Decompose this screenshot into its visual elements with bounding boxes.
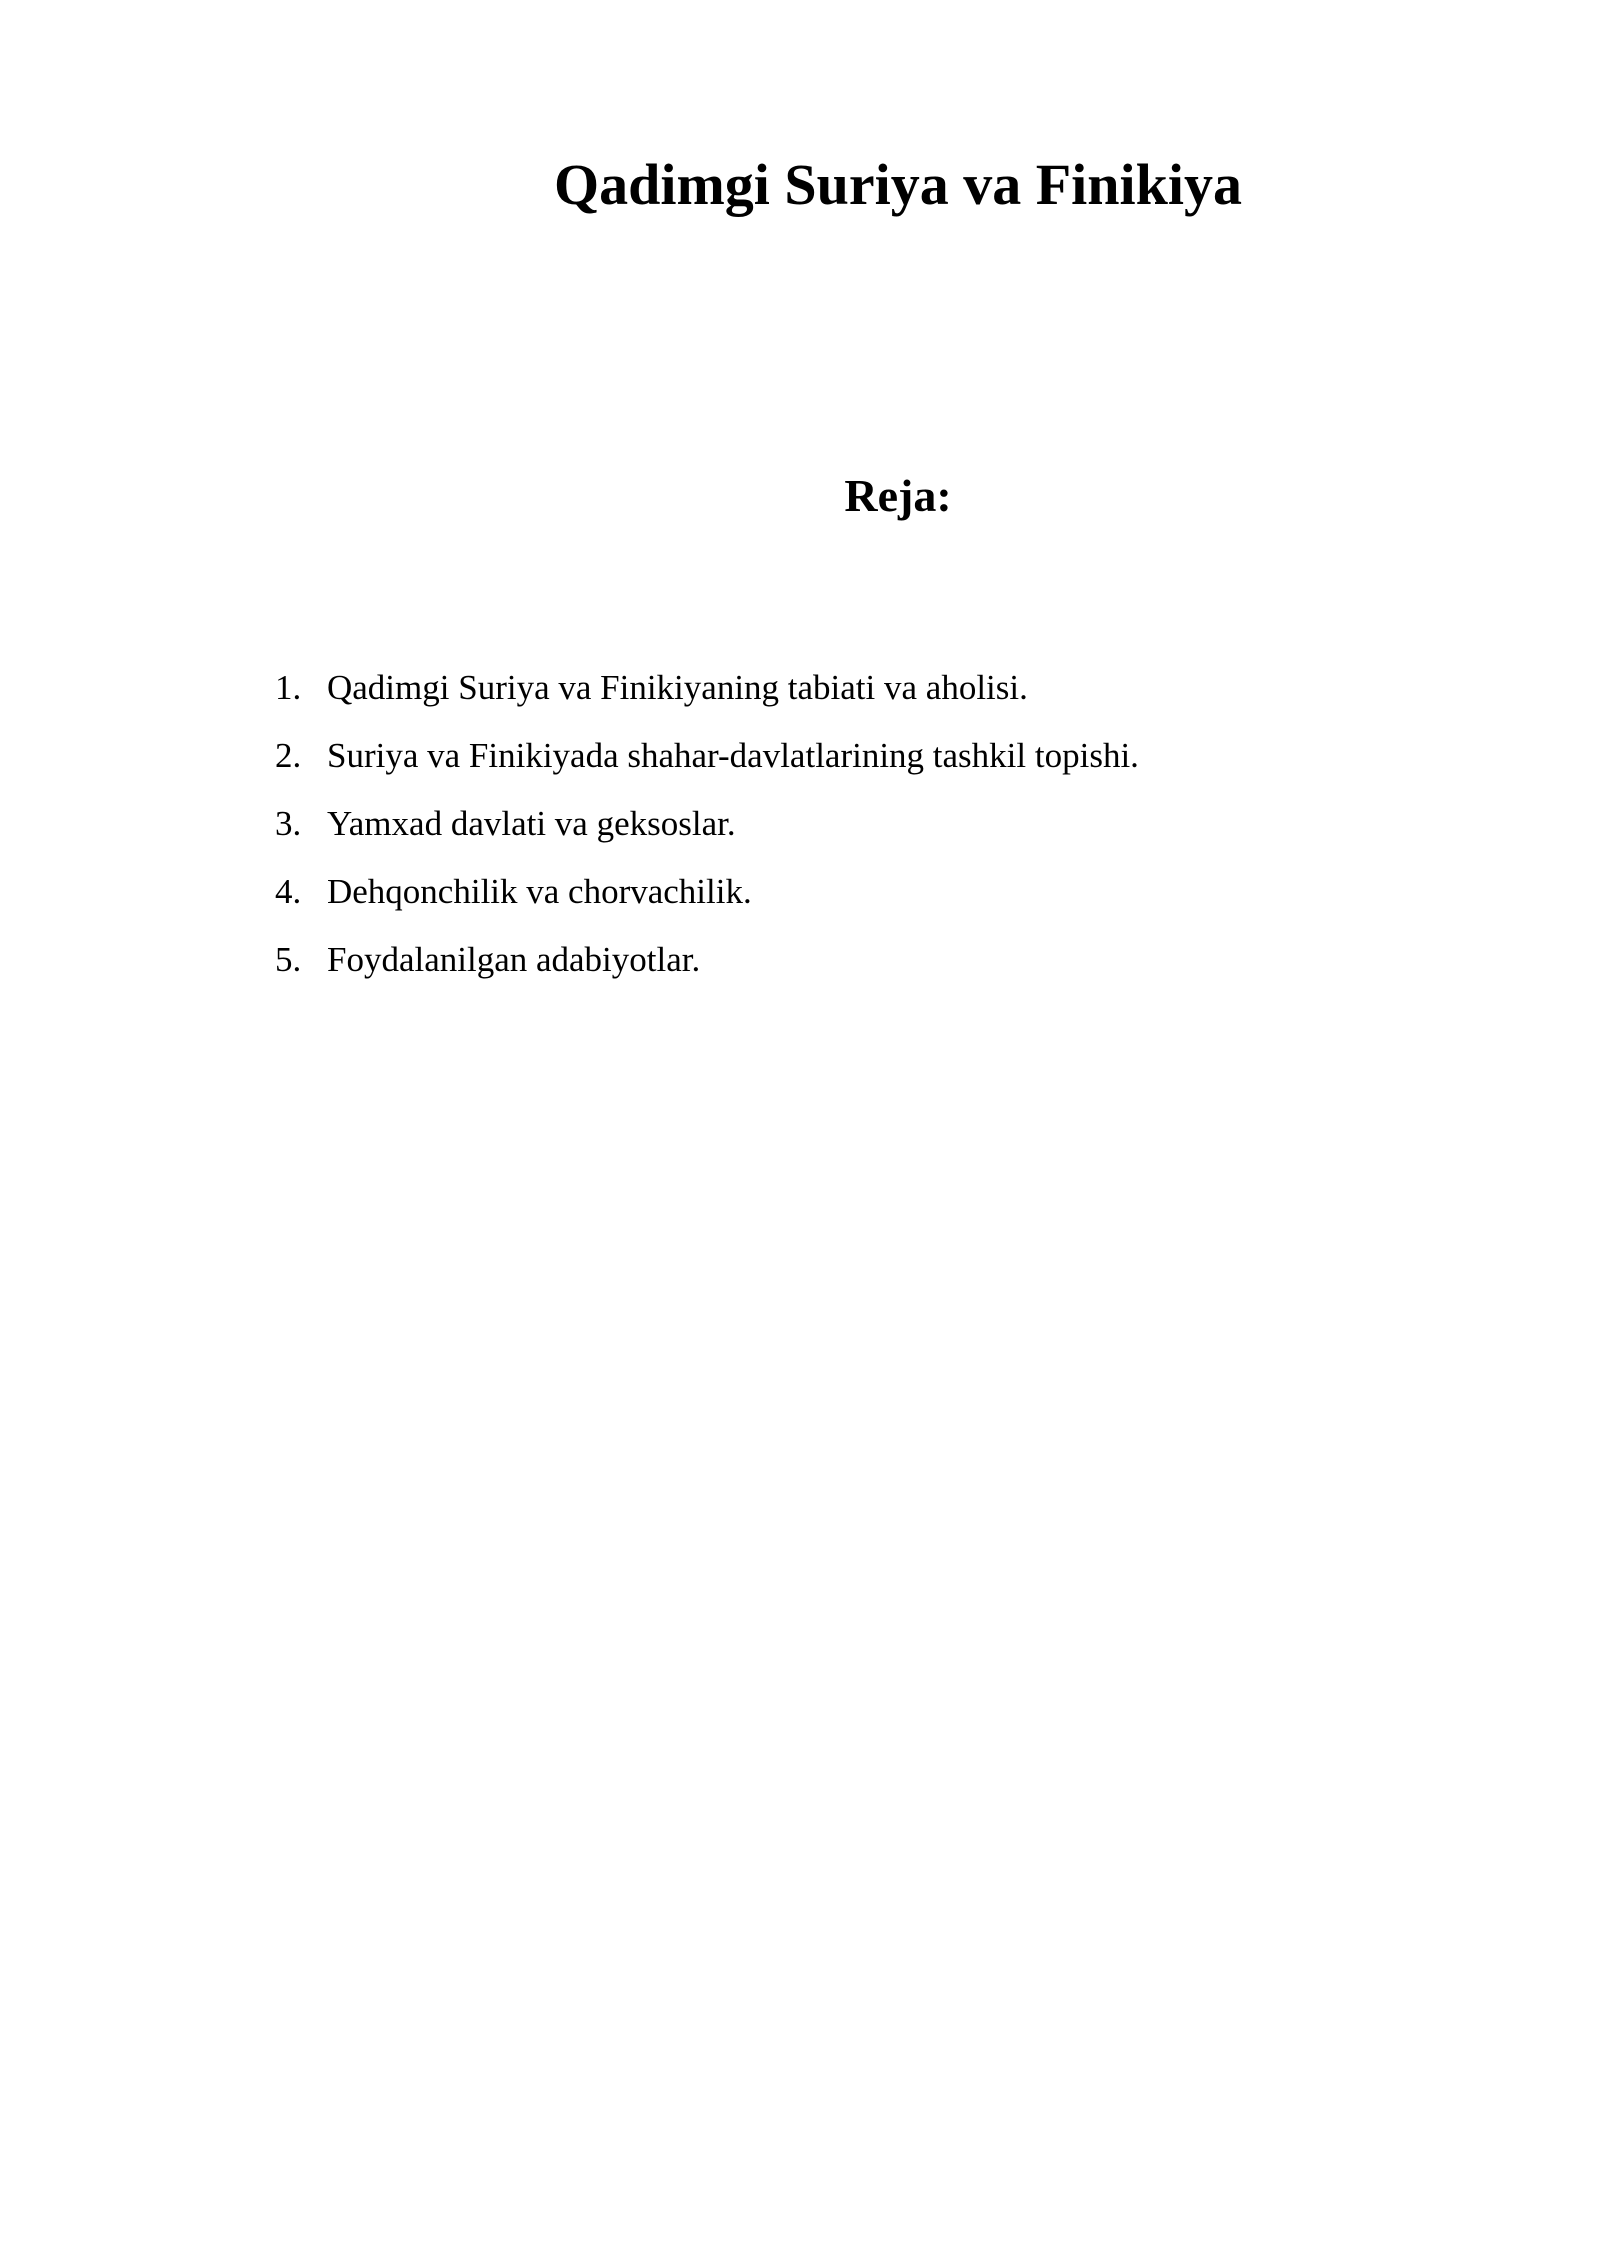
plan-item-text: Suriya va Finikiyada shahar-davlatlarining tashkil topishi. [327, 736, 1139, 775]
document-title: Qadimgi Suriya va Finikiya [553, 152, 1243, 217]
plan-list-item [275, 790, 1139, 858]
plan-heading: Reja: [844, 470, 952, 521]
plan-item-text: Foydalanilgan adabiyotlar. [327, 940, 701, 979]
plan-list-item [275, 926, 1139, 994]
plan-item-number: 5. [275, 940, 302, 979]
plan-list-item [275, 722, 1139, 790]
plan-item-text: Qadimgi Suriya va Finikiyaning tabiati va aholisi. [327, 668, 1028, 707]
plan-item-text: Dehqonchilik va chorvachilik. [327, 872, 752, 911]
plan-item-text: Yamxad davlati va geksoslar. [327, 804, 736, 843]
plan-list [275, 654, 1139, 994]
plan-item-number: 2. [275, 736, 302, 775]
plan-item-number: 3. [275, 804, 302, 843]
plan-item-number: 4. [275, 872, 302, 911]
plan-item-number: 1. [275, 668, 302, 707]
plan-list-item [275, 858, 1139, 926]
plan-list-item [275, 654, 1139, 722]
